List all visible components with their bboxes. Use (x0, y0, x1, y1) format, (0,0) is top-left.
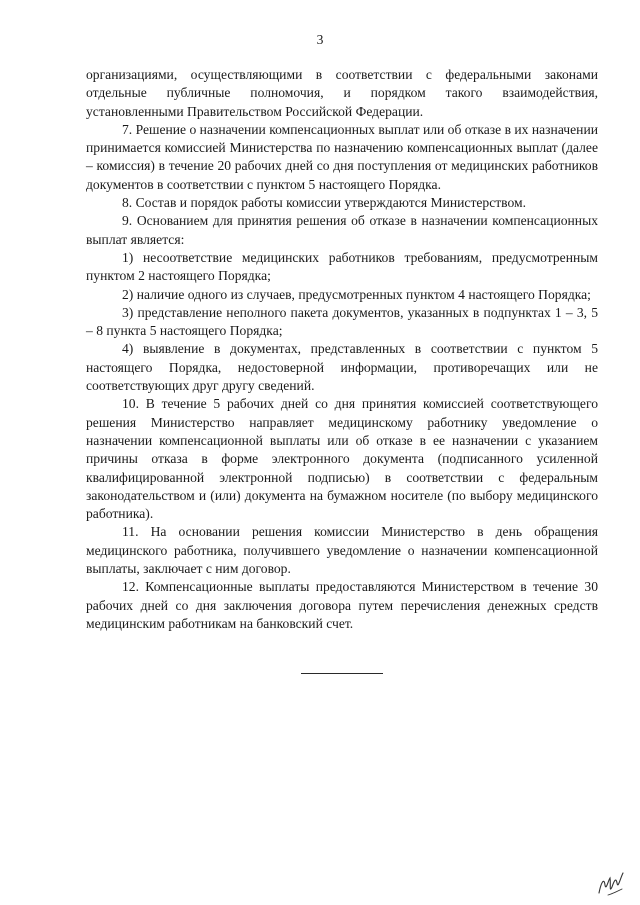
paragraph-item-12: 12. Компенсационные выплаты предоставляются Министерством в течение 30 рабочих дней со дня заключения договора путем перечисления денежных средств медицинским работникам на банковский счет. (86, 579, 598, 631)
subitem-3: 3) представление неполного пакета документов, указанных в подпунктах 1 – 3, 5 – 8 пункта 5 настоящего Порядка; (86, 304, 598, 339)
paragraph-item-11: 11. На основании решения комиссии Министерство в день обращения медицинского работника, получившего уведомление о назначении компенсационной выплаты, заключает с ним договор. (86, 524, 598, 577)
paragraph-continuation: организациями, осуществляющими в соответствии с федеральными законами отдельные публичные полномочия, и порядком такого взаимодействия, установленными Правительством Российской Федерации. (86, 67, 598, 119)
subitem-4: 4) выявление в документах, представленных в соответствии с пунктом 5 настоящего Порядка, недостоверной информации, противоречащих или не соответствующих друг другу сведений. (86, 341, 598, 394)
document-body (86, 66, 598, 633)
paragraph-item-10: 10. В течение 5 рабочих дней со дня принятия комиссией соответствующего решения Министерство направляет медицинскому работнику уведомление о назначении компенсационной выплаты или об отказе в ее назначении с указанием причины отказа в форме электронного документа (подписанного усиленной квалифицированной электронной подписью) в соответствии с федеральным законодательством и (или) документа на бумажном носителе (по выбору медицинского работника). (86, 396, 598, 522)
paragraph-item-9: 9. Основанием для принятия решения об отказе в назначении компенсационных выплат является: (86, 213, 598, 247)
handwritten-initials-icon (596, 869, 626, 899)
paragraph-item-8: 8. Состав и порядок работы комиссии утверждаются Министерством. (122, 195, 527, 211)
subitem-1: 1) несоответствие медицинских работников требованиям, предусмотренным пунктом 2 настоящего Порядка; (86, 249, 598, 284)
paragraph-item-7: 7. Решение о назначении компенсационных выплат или об отказе в их назначении принимается комиссией Министерства по назначению компенсационных выплат (далее – комиссия) в течение 20 рабочих дней со дня поступления от медицинских работников документов в соответствии с пунктом 5 настоящего Порядка. (86, 121, 599, 192)
page-number: 3 (316, 32, 324, 47)
end-of-text-rule (301, 673, 383, 674)
subitem-2: 2) наличие одного из случаев, предусмотренных пунктом 4 настоящего Порядка; (122, 286, 591, 302)
